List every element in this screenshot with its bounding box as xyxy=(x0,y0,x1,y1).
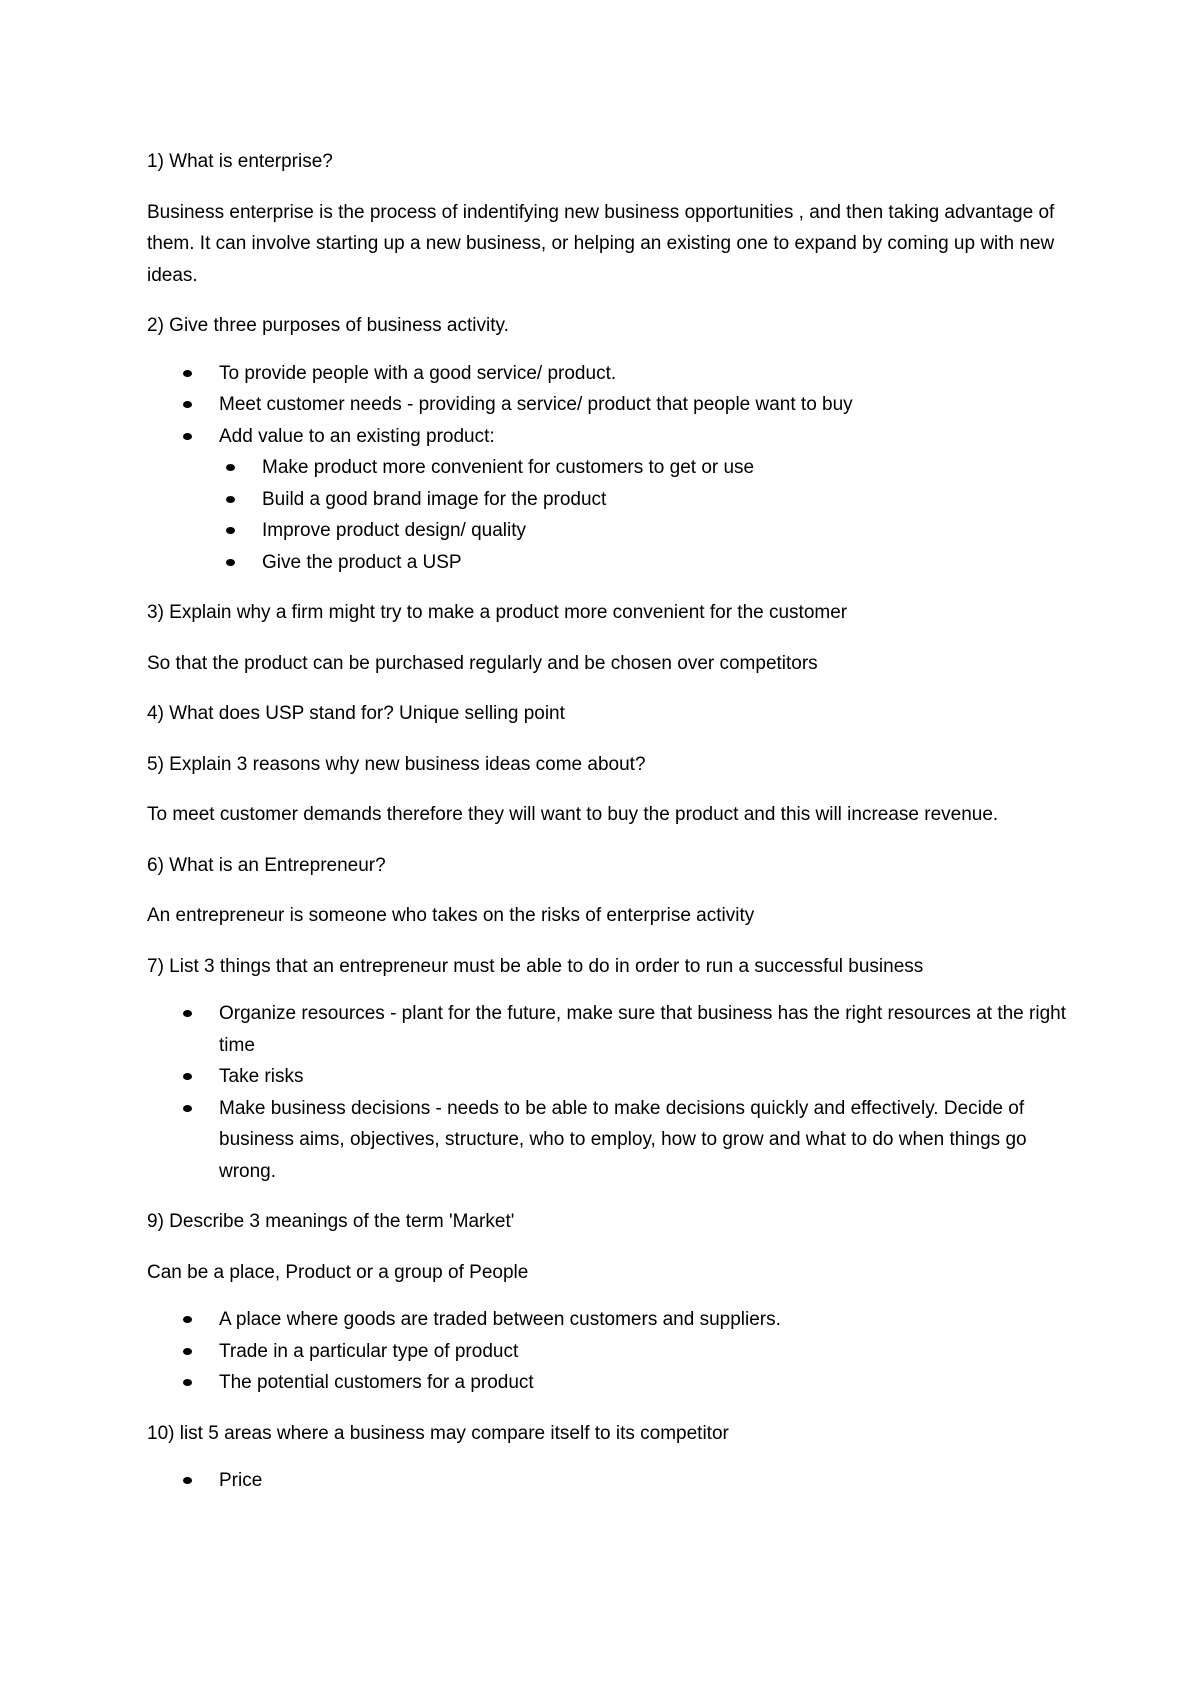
question-9-bullet-list xyxy=(147,1304,1077,1399)
list-item: Add value to an existing product: xyxy=(147,421,1077,453)
sub-list-item: Give the product a USP xyxy=(147,547,1077,579)
list-item: Organize resources - plant for the future, make sure that business has the right resources at the right time xyxy=(147,998,1077,1061)
answer-9: Can be a place, Product or a group of People xyxy=(147,1261,529,1283)
sub-list-item: Make product more convenient for customers to get or use xyxy=(147,452,1077,484)
question-7-bullet-list xyxy=(147,998,1077,1187)
question-10: 10) list 5 areas where a business may compare itself to its competitor xyxy=(147,1422,729,1444)
question-6: 6) What is an Entrepreneur? xyxy=(147,854,386,876)
list-item: To provide people with a good service/ product. xyxy=(147,358,1077,390)
sub-list-item: Build a good brand image for the product xyxy=(147,484,1077,516)
list-item: Meet customer needs - providing a service/ product that people want to buy xyxy=(147,389,1077,421)
question-2: 2) Give three purposes of business activity. xyxy=(147,315,509,336)
list-item: Take risks xyxy=(147,1061,1077,1093)
question-3: 3) Explain why a firm might try to make a product more convenient for the customer xyxy=(147,602,848,623)
question-9: 9) Describe 3 meanings of the term 'Market' xyxy=(147,1211,515,1232)
question-7: 7) List 3 things that an entrepreneur must be able to do in order to run a successful business xyxy=(147,955,924,977)
answer-3: So that the product can be purchased regularly and be chosen over competitors xyxy=(147,652,818,674)
question-10-bullet-list xyxy=(147,1465,1077,1497)
list-item: The potential customers for a product xyxy=(147,1367,1077,1399)
answer-1: Business enterprise is the process of indentifying new business opportunities , and then taking advantage of them. It can involve starting up a new business, or helping an existing one to expand by coming up with new ideas. xyxy=(147,201,1055,286)
list-item: Price xyxy=(147,1465,1077,1497)
question-1: 1) What is enterprise? xyxy=(147,151,333,172)
answer-6: An entrepreneur is someone who takes on the risks of enterprise activity xyxy=(147,905,755,926)
question-5: 5) Explain 3 reasons why new business ideas come about? xyxy=(147,753,646,775)
sub-list-item: Improve product design/ quality xyxy=(147,515,1077,547)
question-2-bullet-list xyxy=(147,358,1077,579)
document-page xyxy=(147,146,1077,1516)
list-item: A place where goods are traded between customers and suppliers. xyxy=(147,1304,1077,1336)
list-item: Make business decisions - needs to be able to make decisions quickly and effectively. Decide of business aims, objectives, structure, who to employ, how to grow and what to do when things go wrong. xyxy=(147,1093,1077,1188)
question-4: 4) What does USP stand for? Unique selling point xyxy=(147,703,565,724)
answer-5: To meet customer demands therefore they will want to buy the product and this will increase revenue. xyxy=(147,804,999,825)
list-item: Trade in a particular type of product xyxy=(147,1336,1077,1368)
